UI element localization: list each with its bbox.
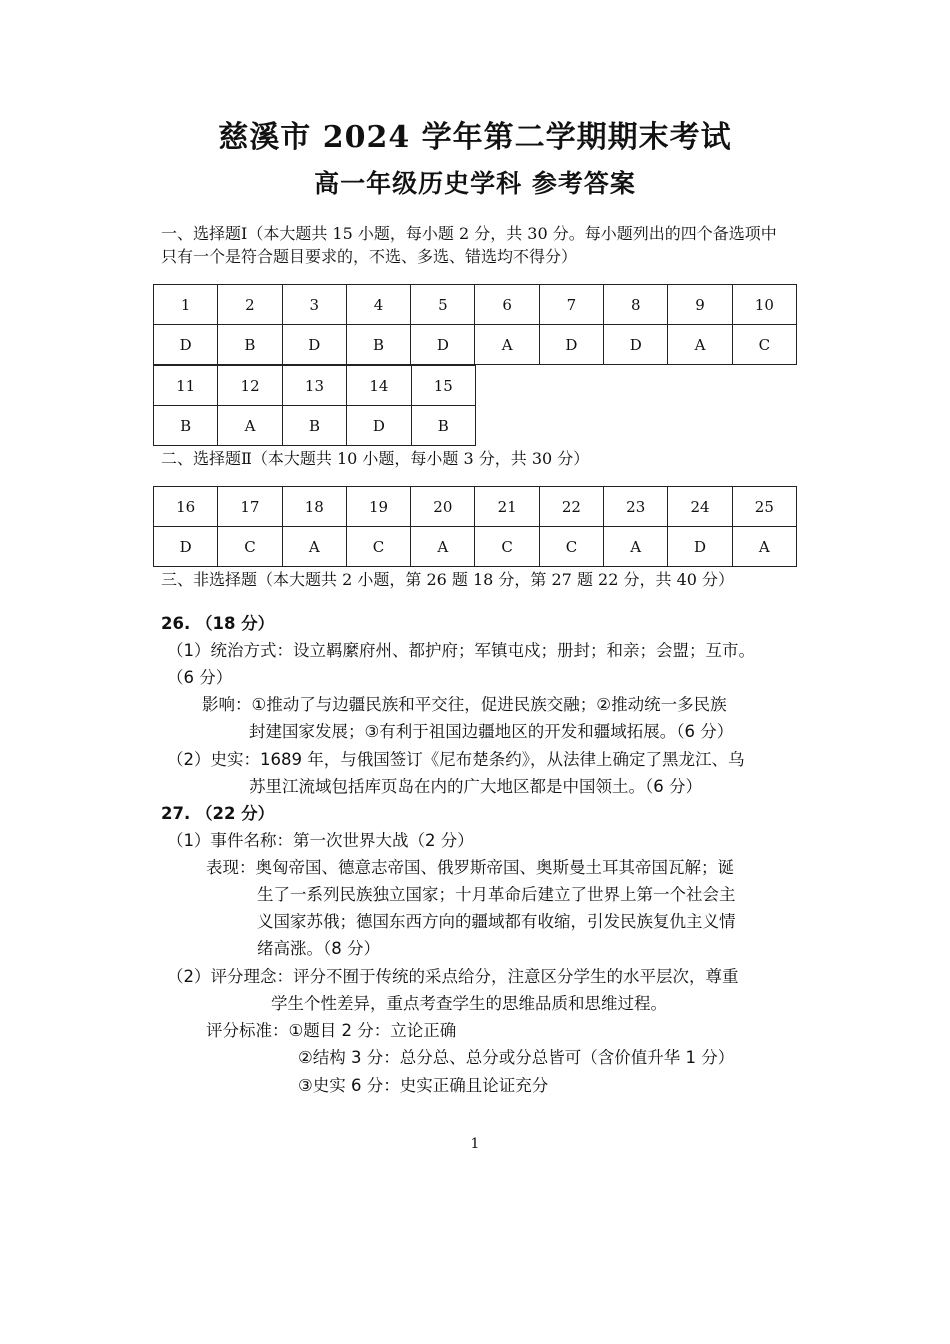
answer-cell: B xyxy=(346,325,410,365)
answer-cell: D xyxy=(154,325,218,365)
q27-part2-line5: ③史实 6 分：史实正确且论证充分 xyxy=(298,1076,549,1095)
q27-heading: 27. （22 分） xyxy=(161,804,275,823)
answer-cell: D xyxy=(411,325,475,365)
answer-cell: D xyxy=(154,527,218,567)
q26-part1-line2: （6 分） xyxy=(167,668,233,687)
question-number-cell: 12 xyxy=(218,366,282,406)
q27-part1-line1: （1）事件名称：第一次世界大战（2 分） xyxy=(167,831,474,850)
question-number-cell: 23 xyxy=(604,487,668,527)
question-number-cell: 9 xyxy=(668,285,732,325)
section1-heading-line1: 一、选择题Ⅰ（本大题共 15 小题，每小题 2 分，共 30 分。每小题列出的四个备选项中 xyxy=(161,224,777,243)
answer-cell: A xyxy=(475,325,539,365)
q26-part2-line2: 苏里江流域包括库页岛在内的广大地区都是中国领土。（6 分） xyxy=(249,777,702,796)
answer-cell: D xyxy=(347,406,411,446)
question-number-cell: 14 xyxy=(347,366,411,406)
question-number-cell: 8 xyxy=(604,285,668,325)
question-number-cell: 10 xyxy=(732,285,796,325)
question-number-cell: 17 xyxy=(218,487,282,527)
table-row-answers xyxy=(154,325,797,365)
q26-part2-line1: （2）史实：1689 年，与俄国签订《尼布楚条约》，从法律上确定了黑龙江、乌 xyxy=(167,750,745,769)
question-number-cell: 25 xyxy=(732,487,796,527)
answer-cell: C xyxy=(475,527,539,567)
answer-cell: D xyxy=(539,325,603,365)
answer-cell: B xyxy=(411,406,475,446)
q27-part1-line2: 表现：奥匈帝国、德意志帝国、俄罗斯帝国、奥斯曼土耳其帝国瓦解；诞 xyxy=(206,858,734,877)
section1-heading-line2: 只有一个是符合题目要求的，不选、多选、错选均不得分） xyxy=(161,247,578,266)
answer-cell: C xyxy=(346,527,410,567)
question-number-cell: 21 xyxy=(475,487,539,527)
question-number-cell: 3 xyxy=(282,285,346,325)
answer-cell: A xyxy=(282,527,346,567)
table-row-numbers xyxy=(154,487,797,527)
answer-cell: A xyxy=(411,527,475,567)
answer-table-16-25 xyxy=(153,486,797,567)
answer-cell: A xyxy=(218,406,282,446)
question-number-cell: 7 xyxy=(539,285,603,325)
section2-heading: 二、选择题Ⅱ（本大题共 10 小题，每小题 3 分，共 30 分） xyxy=(161,449,590,468)
page-number: 1 xyxy=(470,1136,480,1152)
table-row-numbers xyxy=(154,285,797,325)
q26-heading: 26. （18 分） xyxy=(161,614,275,633)
answer-cell: A xyxy=(668,325,732,365)
answer-cell: C xyxy=(539,527,603,567)
question-number-cell: 11 xyxy=(154,366,218,406)
table-row-numbers xyxy=(154,366,476,406)
answer-table-11-15 xyxy=(153,365,476,446)
question-number-cell: 2 xyxy=(218,285,282,325)
answer-cell: B xyxy=(282,406,346,446)
question-number-cell: 16 xyxy=(154,487,218,527)
question-number-cell: 6 xyxy=(475,285,539,325)
answer-cell: C xyxy=(218,527,282,567)
q27-part2-line3: 评分标准：①题目 2 分：立论正确 xyxy=(206,1021,457,1040)
exam-title: 慈溪市 2024 学年第二学期期末考试 xyxy=(218,120,732,155)
q26-part1-line3: 影响：①推动了与边疆民族和平交往，促进民族交融；②推动统一多民族 xyxy=(202,695,727,714)
question-number-cell: 15 xyxy=(411,366,475,406)
question-number-cell: 13 xyxy=(282,366,346,406)
q27-part1-line4: 义国家苏俄；德国东西方向的疆域都有收缩，引发民族复仇主义情 xyxy=(257,912,736,931)
q27-part1-line3: 生了一系列民族独立国家；十月革命后建立了世界上第一个社会主 xyxy=(257,885,736,904)
answer-cell: D xyxy=(668,527,732,567)
q26-part1-line1: （1）统治方式：设立羁縻府州、都护府；军镇屯戍；册封；和亲；会盟；互市。 xyxy=(167,641,755,660)
exam-subtitle: 高一年级历史学科 参考答案 xyxy=(314,169,636,198)
question-number-cell: 5 xyxy=(411,285,475,325)
q27-part2-line4: ②结构 3 分：总分总、总分或分总皆可（含价值升华 1 分） xyxy=(298,1048,735,1067)
answer-table-1-10 xyxy=(153,284,797,365)
answer-cell: A xyxy=(732,527,796,567)
question-number-cell: 4 xyxy=(346,285,410,325)
answer-cell: D xyxy=(604,325,668,365)
q26-part1-line4: 封建国家发展；③有利于祖国边疆地区的开发和疆域拓展。（6 分） xyxy=(249,722,734,741)
answer-cell: A xyxy=(604,527,668,567)
answer-cell: B xyxy=(218,325,282,365)
question-number-cell: 22 xyxy=(539,487,603,527)
table-row-answers xyxy=(154,527,797,567)
question-number-cell: 1 xyxy=(154,285,218,325)
answer-cell: D xyxy=(282,325,346,365)
question-number-cell: 20 xyxy=(411,487,475,527)
question-number-cell: 19 xyxy=(346,487,410,527)
question-number-cell: 18 xyxy=(282,487,346,527)
answer-cell: C xyxy=(732,325,796,365)
table-row-answers xyxy=(154,406,476,446)
q27-part2-line2: 学生个性差异，重点考查学生的思维品质和思维过程。 xyxy=(271,994,667,1013)
q27-part2-line1: （2）评分理念：评分不囿于传统的采点给分，注意区分学生的水平层次，尊重 xyxy=(167,967,739,986)
section3-heading: 三、非选择题（本大题共 2 小题，第 26 题 18 分，第 27 题 22 分，共 40 分） xyxy=(161,570,735,589)
q27-part1-line5: 绪高涨。（8 分） xyxy=(257,939,380,958)
question-number-cell: 24 xyxy=(668,487,732,527)
answer-cell: B xyxy=(154,406,218,446)
